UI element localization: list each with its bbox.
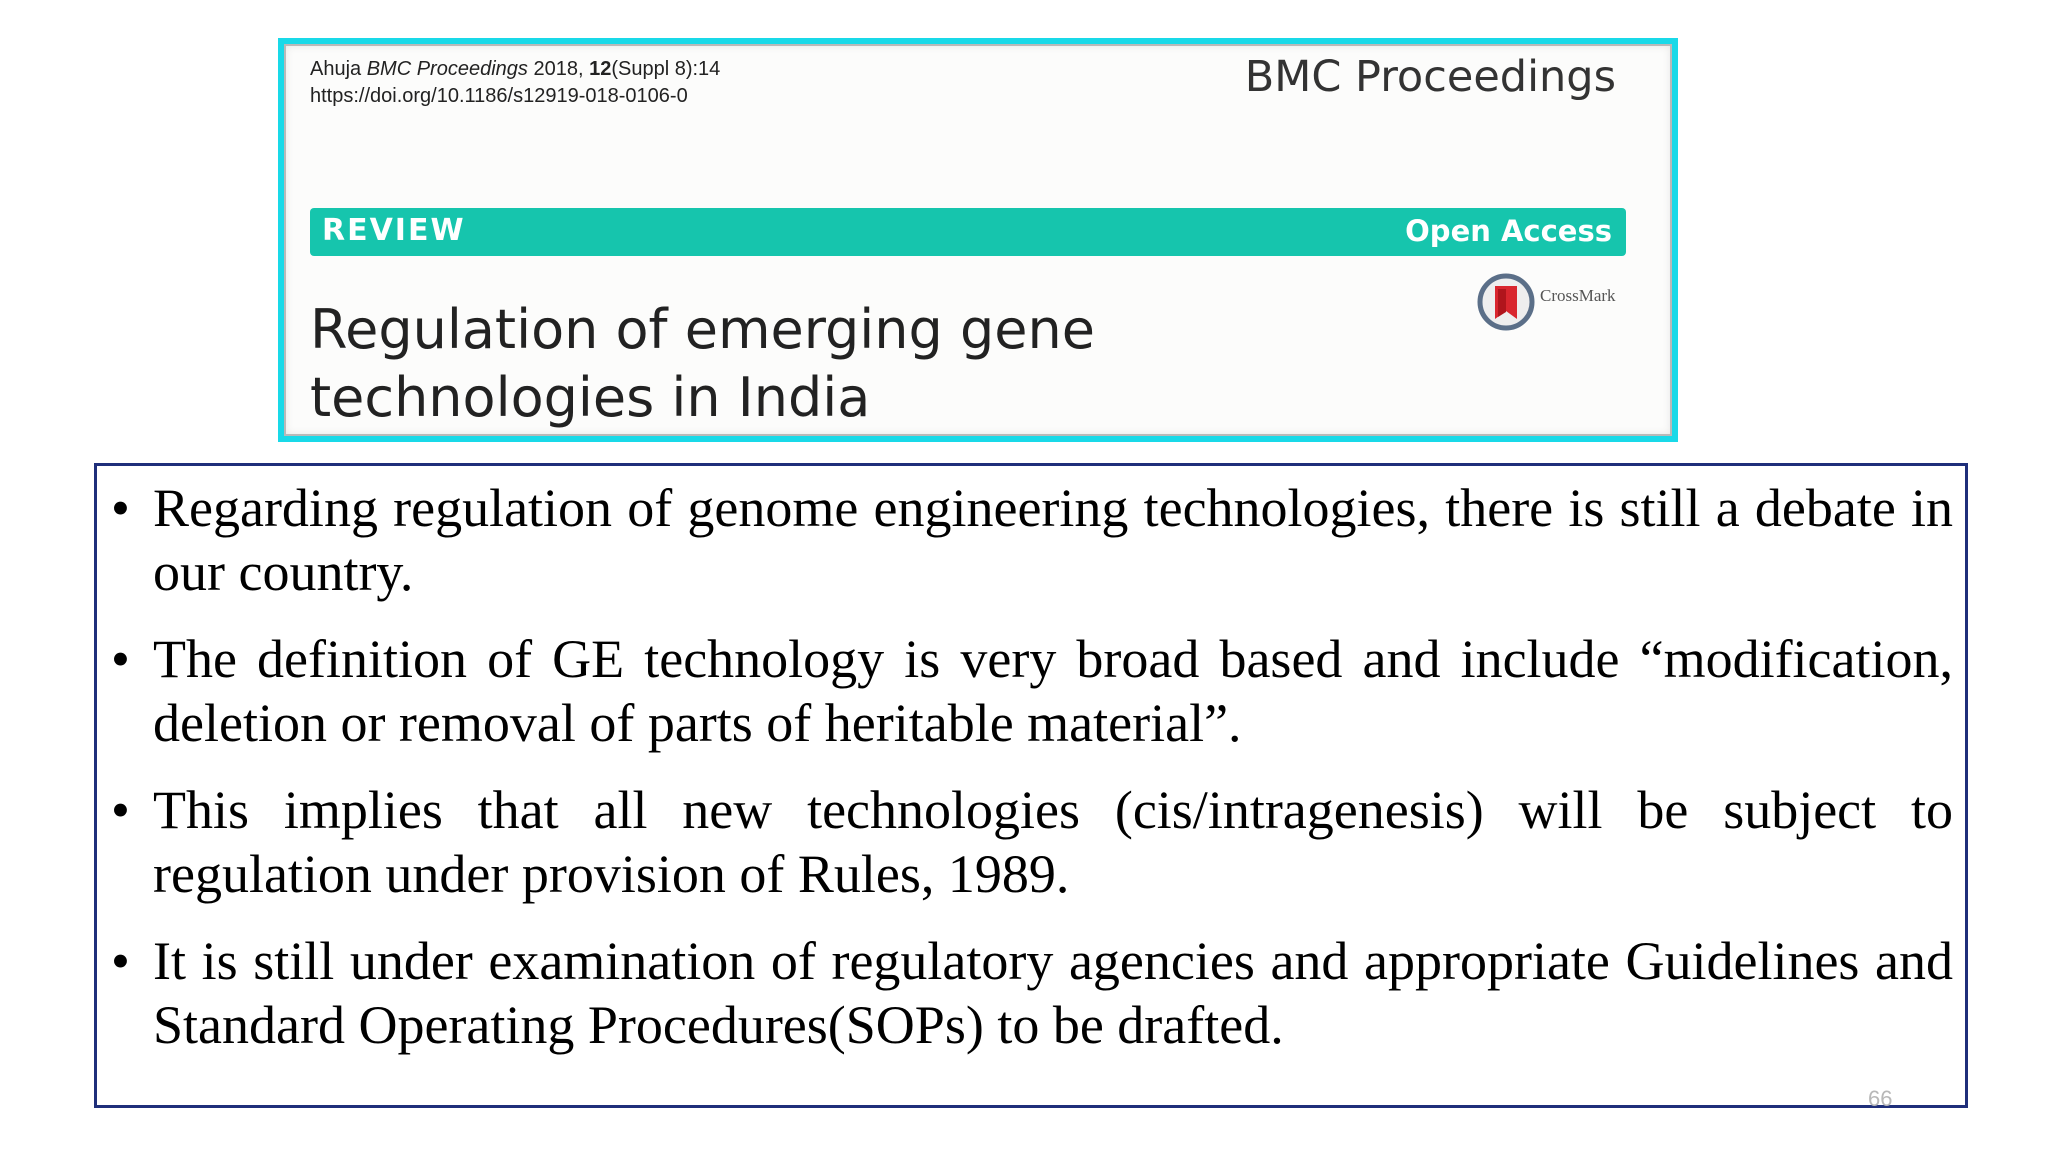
journal-name: BMC Proceedings [1244, 52, 1616, 102]
bullet-text: This implies that all new technologies (cis/intragenesis) will be subject to regulation under provision of Rules, 1989. [153, 780, 1953, 904]
open-access-label: Open Access [1405, 214, 1612, 248]
crossmark-badge[interactable] [1476, 272, 1616, 332]
bullet-marker: • [111, 780, 130, 840]
crossmark-label: CrossMark [1540, 286, 1616, 305]
bullet-text: It is still under examination of regulatory agencies and appropriate Guidelines and Standard Operating Procedures(SOPs) to be drafted. [153, 931, 1953, 1055]
crossmark-icon [1476, 272, 1536, 332]
citation-volume: 12 [589, 58, 612, 80]
bullet-item [111, 929, 1953, 1057]
citation-block [310, 56, 720, 110]
bullet-item [111, 778, 1953, 906]
content-box [94, 463, 1968, 1108]
bullet-item [111, 476, 1953, 604]
bullet-text: The definition of GE technology is very broad based and include “modification, deletion or removal of parts of heritable material”. [153, 629, 1953, 753]
paper-title: Regulation of emerging gene technologies in India [310, 298, 1095, 429]
citation-year: 2018, [533, 58, 584, 80]
article-type-label: REVIEW [322, 213, 466, 248]
paper-header-image [278, 38, 1678, 442]
article-type-bar [310, 208, 1626, 256]
bullet-list [111, 476, 1953, 1080]
citation-author: Ahuja [310, 58, 362, 80]
citation-journal: BMC Proceedings [366, 58, 528, 80]
bullet-marker: • [111, 629, 130, 689]
bullet-text: Regarding regulation of genome engineering technologies, there is still a debate in our country. [153, 478, 1953, 602]
slide-number: 66 [1868, 1086, 1893, 1111]
citation-issue: (Suppl 8):14 [611, 58, 721, 80]
doi-link[interactable]: https://doi.org/10.1186/s12919-018-0106-0 [310, 85, 688, 107]
bullet-marker: • [111, 931, 130, 991]
bullet-marker: • [111, 478, 130, 538]
bullet-item [111, 627, 1953, 755]
citation-line [310, 56, 720, 83]
